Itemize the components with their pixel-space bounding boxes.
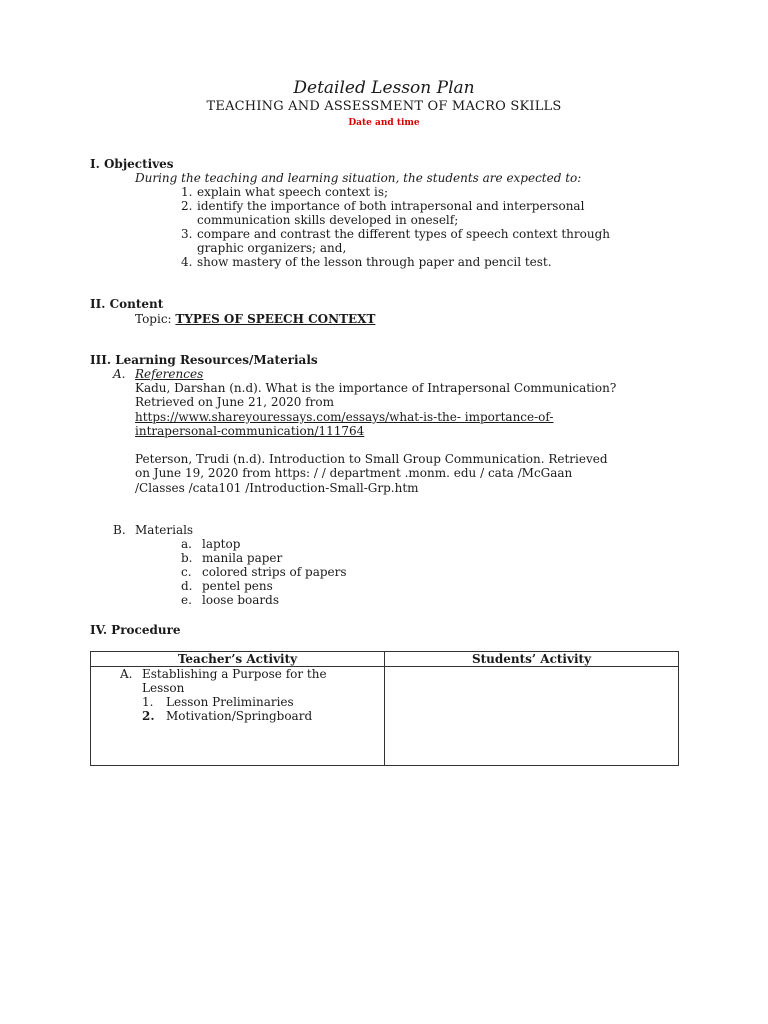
objectives-heading: I. Objectives xyxy=(90,157,174,171)
step-a xyxy=(91,667,384,681)
objective-item-3-cont: graphic organizers; and, xyxy=(197,241,347,255)
material-text: loose boards xyxy=(202,593,279,607)
teacher-activity-cell xyxy=(91,667,385,766)
step-a-text: Establishing a Purpose for the xyxy=(142,667,327,681)
material-letter: b. xyxy=(181,551,193,565)
reference-2-line-2: on June 19, 2020 from https: / / department .monm. edu / cata /McGaan xyxy=(135,466,573,480)
step-a-text-cont: Lesson xyxy=(142,681,185,695)
material-item xyxy=(181,551,282,565)
reference-2-line-3: /Classes /cata101 /Introduction-Small-Grp.htm xyxy=(135,481,419,495)
reference-2-line-1: Peterson, Trudi (n.d). Introduction to Small Group Communication. Retrieved xyxy=(135,452,608,466)
objective-number: 2. xyxy=(181,199,193,213)
objective-number: 4. xyxy=(181,255,193,269)
objective-text: identify the importance of both intrapersonal and interpersonal xyxy=(197,199,585,213)
content-heading: II. Content xyxy=(90,297,164,311)
table-header-row xyxy=(91,652,679,667)
material-text: pentel pens xyxy=(202,579,273,593)
material-letter: e. xyxy=(181,593,192,607)
material-item xyxy=(181,593,279,607)
procedure-heading: IV. Procedure xyxy=(90,623,181,637)
content-topic xyxy=(135,312,375,326)
step-a-letter: A. xyxy=(120,667,133,681)
objective-number: 3. xyxy=(181,227,193,241)
material-item xyxy=(181,537,240,551)
objective-item-2-cont: communication skills developed in oneself; xyxy=(197,213,459,227)
objective-item-3 xyxy=(181,227,610,241)
substep-text: Lesson Preliminaries xyxy=(166,695,294,709)
substep-text: Motivation/Springboard xyxy=(166,709,313,723)
students-activity-cell xyxy=(385,667,679,766)
teacher-activity-header: Teacher’s Activity xyxy=(91,652,385,667)
reference-1-link-line-2[interactable]: intrapersonal-communication/111764 xyxy=(135,424,365,438)
objective-item-4 xyxy=(181,255,552,269)
reference-1-line-2: Retrieved on June 21, 2020 from xyxy=(135,395,334,409)
document-title: Detailed Lesson Plan xyxy=(293,78,475,98)
topic-value: TYPES OF SPEECH CONTEXT xyxy=(175,312,376,326)
procedure-table xyxy=(90,651,679,766)
document-subtitle: TEACHING AND ASSESSMENT OF MACRO SKILLS xyxy=(206,99,562,114)
material-letter: c. xyxy=(181,565,192,579)
references-letter: A. xyxy=(113,367,126,381)
objectives-intro: During the teaching and learning situation, the students are expected to: xyxy=(135,171,582,185)
objective-number: 1. xyxy=(181,185,193,199)
materials-label: Materials xyxy=(135,523,194,537)
substep-number: 1. xyxy=(142,695,154,709)
objective-item-2 xyxy=(181,199,584,213)
material-item xyxy=(181,579,273,593)
material-letter: d. xyxy=(181,579,193,593)
material-text: manila paper xyxy=(202,551,283,565)
objective-text: explain what speech context is; xyxy=(197,185,389,199)
materials-letter: B. xyxy=(113,523,126,537)
resources-heading: III. Learning Resources/Materials xyxy=(90,353,318,367)
material-letter: a. xyxy=(181,537,192,551)
material-text: laptop xyxy=(202,537,241,551)
topic-label: Topic: xyxy=(135,312,176,326)
objective-item-1 xyxy=(181,185,388,199)
step-a-cont xyxy=(91,681,384,695)
substep-number: 2. xyxy=(142,709,155,723)
objective-text: show mastery of the lesson through paper and pencil test. xyxy=(197,255,552,269)
objective-text: compare and contrast the different types of speech context through xyxy=(197,227,610,241)
students-activity-header: Students’ Activity xyxy=(385,652,679,667)
reference-1-link-line-1[interactable]: https://www.shareyouressays.com/essays/what-is-the- importance-of- xyxy=(135,410,554,424)
reference-1-line-1: Kadu, Darshan (n.d). What is the importance of Intrapersonal Communication? xyxy=(135,381,617,395)
substep-1 xyxy=(91,695,384,709)
references-label: References xyxy=(135,367,204,381)
material-item xyxy=(181,565,347,579)
material-text: colored strips of papers xyxy=(202,565,347,579)
table-row xyxy=(91,667,679,766)
substep-2 xyxy=(91,709,384,723)
date-and-time: Date and time xyxy=(348,118,420,128)
